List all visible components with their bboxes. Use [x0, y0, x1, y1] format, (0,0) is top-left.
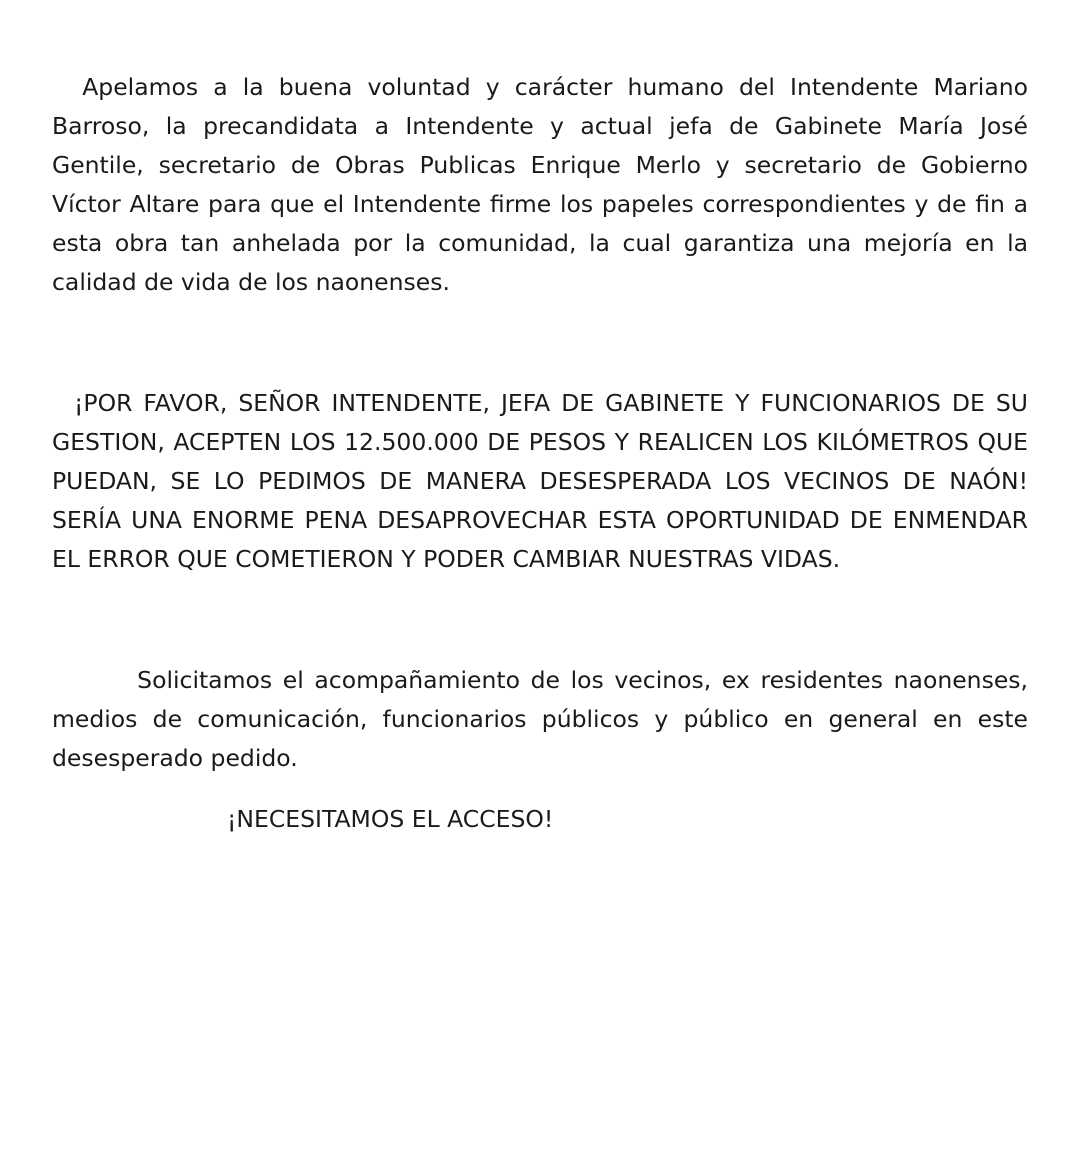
support-request-paragraph: Solicitamos el acompañamiento de los vecinos, ex residentes naonenses, medios de comunicación, funcionarios públicos y público en general en este desesperado pedido.: [52, 666, 1028, 772]
appeal-paragraph: Apelamos a la buena voluntad y carácter humano del Intendente Mariano Barroso, la precandidata a Intendente y actual jefa de Gabinete María José Gentile, secretario de Obras Publicas Enrique Merlo y secretario de Gobierno Víctor Altare para que el Intendente firme los papeles correspondientes y de fin a esta obra tan anhelada por la comunidad, la cual garantiza una mejoría en la calidad de vida de los naonenses.: [52, 73, 1028, 296]
plea-paragraph: ¡POR FAVOR, SEÑOR INTENDENTE, JEFA DE GABINETE Y FUNCIONARIOS DE SU GESTION, ACEPTEN LOS 12.500.000 DE PESOS Y REALICEN LOS KILÓMETROS QUE PUEDAN, SE LO PEDIMOS DE MANERA DESESPERADA LOS VECINOS DE NAÓN! SERÍA UNA ENORME PENA DESAPROVECHAR ESTA OPORTUNIDAD DE ENMENDAR EL ERROR QUE COMETIERON Y PODER CAMBIAR NUESTRAS VIDAS.: [52, 389, 1028, 573]
closing-slogan: ¡NECESITAMOS EL ACCESO!: [227, 805, 554, 833]
